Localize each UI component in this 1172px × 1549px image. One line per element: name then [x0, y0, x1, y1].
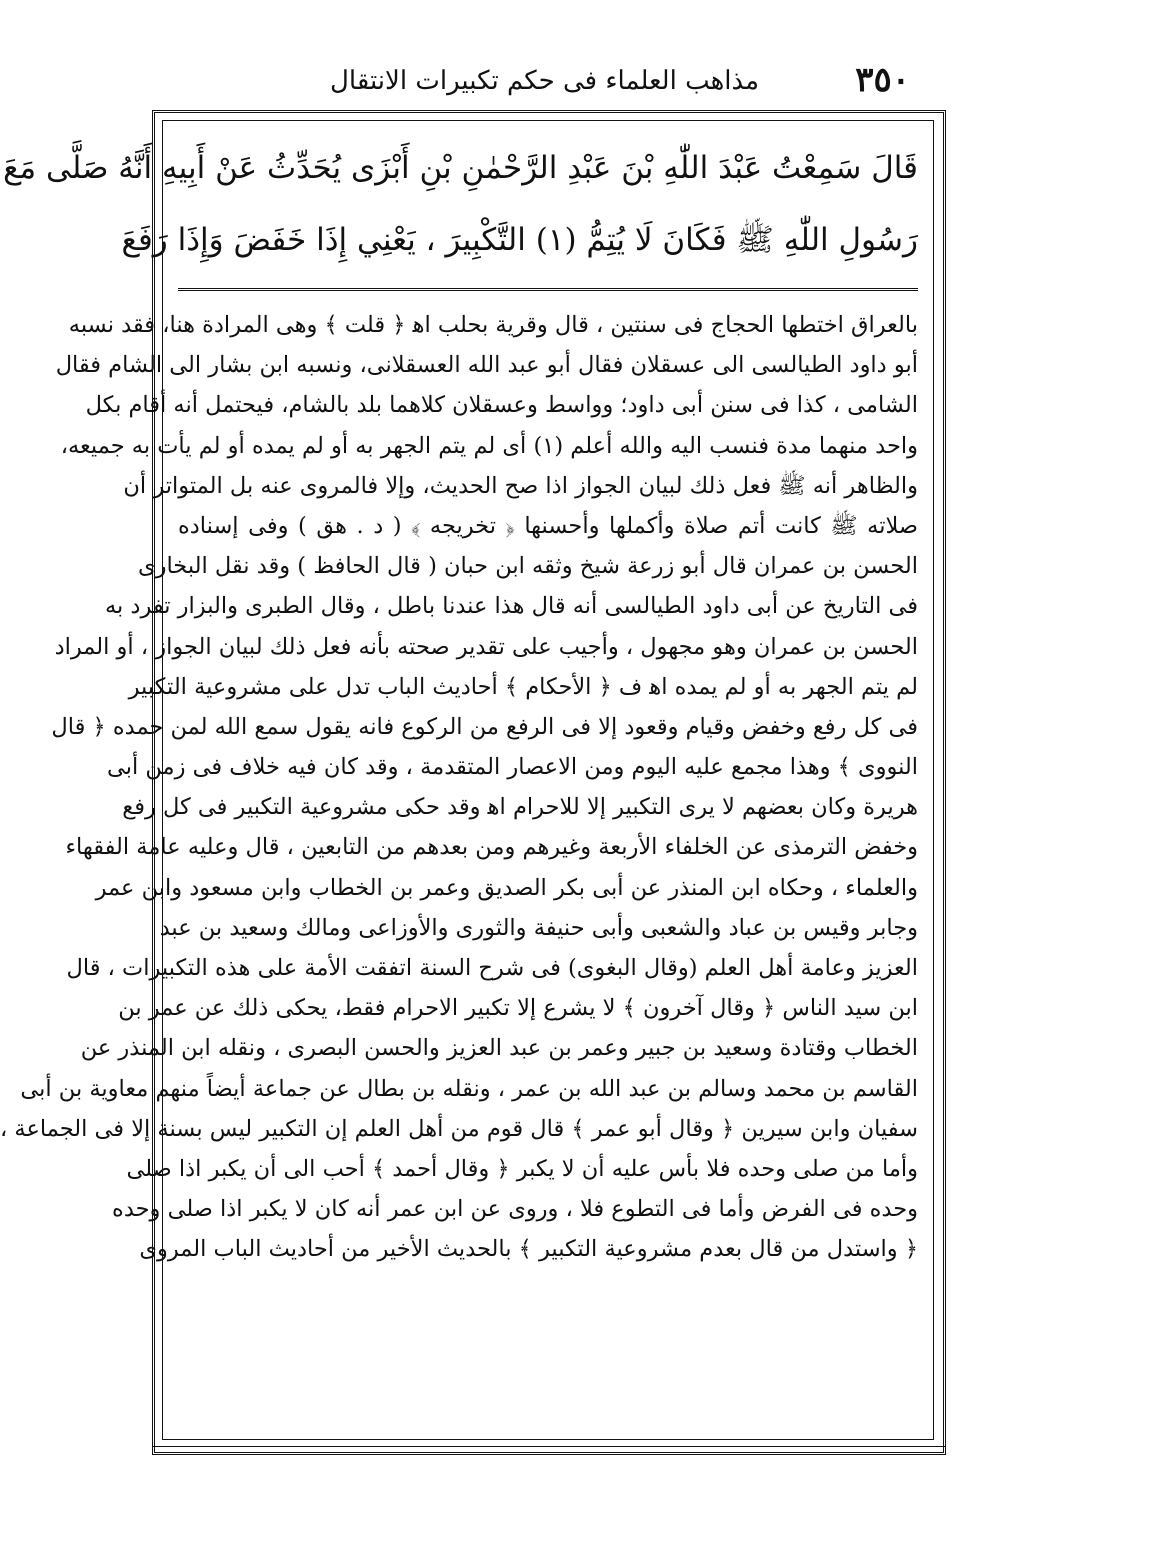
commentary-line: وحده فى الفرض وأما فى التطوع فلا ، وروى عن ابن عمر أنه كان لا يكبر اذا صلى وحده: [112, 1196, 918, 1223]
commentary-line: العزيز وعامة أهل العلم (وقال البغوى) فى شرح السنة اتفقت الأمة على هذه التكبيرات ، قال: [66, 955, 918, 981]
commentary-line: صلاته ﷺ كانت أتم صلاة وأكملها وأحسنها ﴿ تخريجه ﴾ ( د . هق ) وفى إسناده: [178, 512, 918, 539]
commentary-line: الحسن بن عمران قال أبو زرعة شيخ وثقه ابن حبان ( قال الحافظ ) وقد نقل البخارى: [137, 553, 918, 580]
commentary-line: وجابر وقيس بن عباد والشعبى وأبى حنيفة والثورى والأوزاعى ومالك وسعيد بن عبد: [159, 914, 918, 941]
commentary-line: أبو داود الطيالسى الى عسقلان فقال أبو عبد الله العسقلانى، ونسبه ابن بشار الى الشام فقال: [55, 352, 918, 379]
running-title: مذاهب العلماء فى حكم تكبيرات الانتقال: [330, 66, 760, 96]
hadith-line: رَسُولِ اللّٰهِ ﷺ فَكَانَ لَا يُتِمُّ (١) التَّكْبِيرَ ، يَعْنِي إِذَا خَفَضَ وَإِذَا رَفَعَ: [121, 222, 918, 258]
commentary-line: لم يتم الجهر به أو لم يمده اﻫ ف ﴿ الأحكام ﴾ أحاديث الباب تدل على مشروعية التكبير: [128, 673, 918, 700]
commentary-line: وخفض الترمذى عن الخلفاء الأربعة وغيرهم ومن بعدهم من التابعين ، قال وعليه عامة الفقهاء: [65, 834, 918, 861]
bottom-rule: [152, 1446, 946, 1447]
commentary-line: والعلماء ، وحكاه ابن المنذر عن أبى بكر الصديق وعمر بن الخطاب وابن مسعود وابن عمر: [95, 874, 918, 901]
commentary-line: النووى ﴾ وهذا مجمع عليه اليوم ومن الاعصار المتقدمة ، وقد كان فيه خلاف فى زمن أبى: [106, 754, 918, 781]
commentary-line: هريرة وكان بعضهم لا يرى التكبير إلا للاحرام اﻫ وقد حكى مشروعية التكبير فى كل رفع: [122, 794, 918, 821]
commentary-line: القاسم بن محمد وسالم بن عبد الله بن عمر ، ونقله بن بطال عن جماعة أيضاً منهم معاوية بن أبى: [20, 1075, 918, 1102]
commentary-line: واحد منهما مدة فنسب اليه والله أعلم (١) أى لم يتم الجهر به أو لم يمده أو لم يأت به جميعه،: [60, 432, 918, 459]
hadith-line: قَالَ سَمِعْتُ عَبْدَ اللّٰهِ بْنَ عَبْدِ الرَّحْمٰنِ بْنِ أَبْزَى يُحَدِّثُ عَنْ أَبِيهِ أَنَّهُ صَلَّى مَعَ: [3, 150, 918, 186]
page-header: [330, 60, 910, 100]
commentary-line: فى كل رفع وخفض وقيام وقعود إلا فى الرفع من الركوع فانه يقول سمع الله لمن حمده ﴿ قال: [51, 713, 918, 740]
hadith-text: [3, 132, 918, 280]
section-divider: [178, 288, 918, 291]
page-number: ٣٥٠: [855, 60, 910, 100]
commentary-line: والظاهر أنه ﷺ فعل ذلك لبيان الجواز اذا صح الحديث، وإلا فالمروى عنه بل المتواتر أن: [123, 472, 918, 499]
commentary-line: الحسن بن عمران وهو مجهول ، وأجيب على تقدير صحته بأنه فعل ذلك لبيان الجواز ، أو المراد: [54, 633, 918, 660]
commentary-line: الشامى ، كذا فى سنن أبى داود؛ وواسط وعسقلان كلاهما بلد بالشام، فيحتمل أنه أقام بكل: [85, 392, 918, 419]
commentary-line: بالعراق اختطها الحجاج فى سنتين ، قال وقرية بحلب اﻫ ﴿ قلت ﴾ وهى المرادة هنا، فقد نسبه: [68, 312, 918, 338]
commentary-line: الخطاب وقتادة وسعيد بن جبير وعمر بن عبد العزيز والحسن البصرى ، ونقله ابن المنذر عن: [80, 1035, 918, 1062]
commentary-line: وأما من صلى وحده فلا بأس عليه أن لا يكبر ﴿ وقال أحمد ﴾ أحب الى أن يكبر اذا صلى: [126, 1155, 918, 1182]
commentary-line: سفيان وابن سيرين ﴿ وقال أبو عمر ﴾ قال قوم من أهل العلم إن التكبير ليس بسنة إلا فى الجماعة ،: [0, 1115, 918, 1142]
commentary-line: ﴿ واستدل من قال بعدم مشروعية التكبير ﴾ بالحديث الأخير من أحاديث الباب المروى: [139, 1236, 918, 1263]
commentary-text: [0, 305, 918, 1430]
commentary-line: فى التاريخ عن أبى داود الطيالسى أنه قال هذا عندنا باطل ، وقال الطبرى والبزار تفرد به: [104, 593, 918, 620]
commentary-line: ابن سيد الناس ﴿ وقال آخرون ﴾ لا يشرع إلا تكبير الاحرام فقط، يحكى ذلك عن عمر بن: [118, 995, 918, 1022]
